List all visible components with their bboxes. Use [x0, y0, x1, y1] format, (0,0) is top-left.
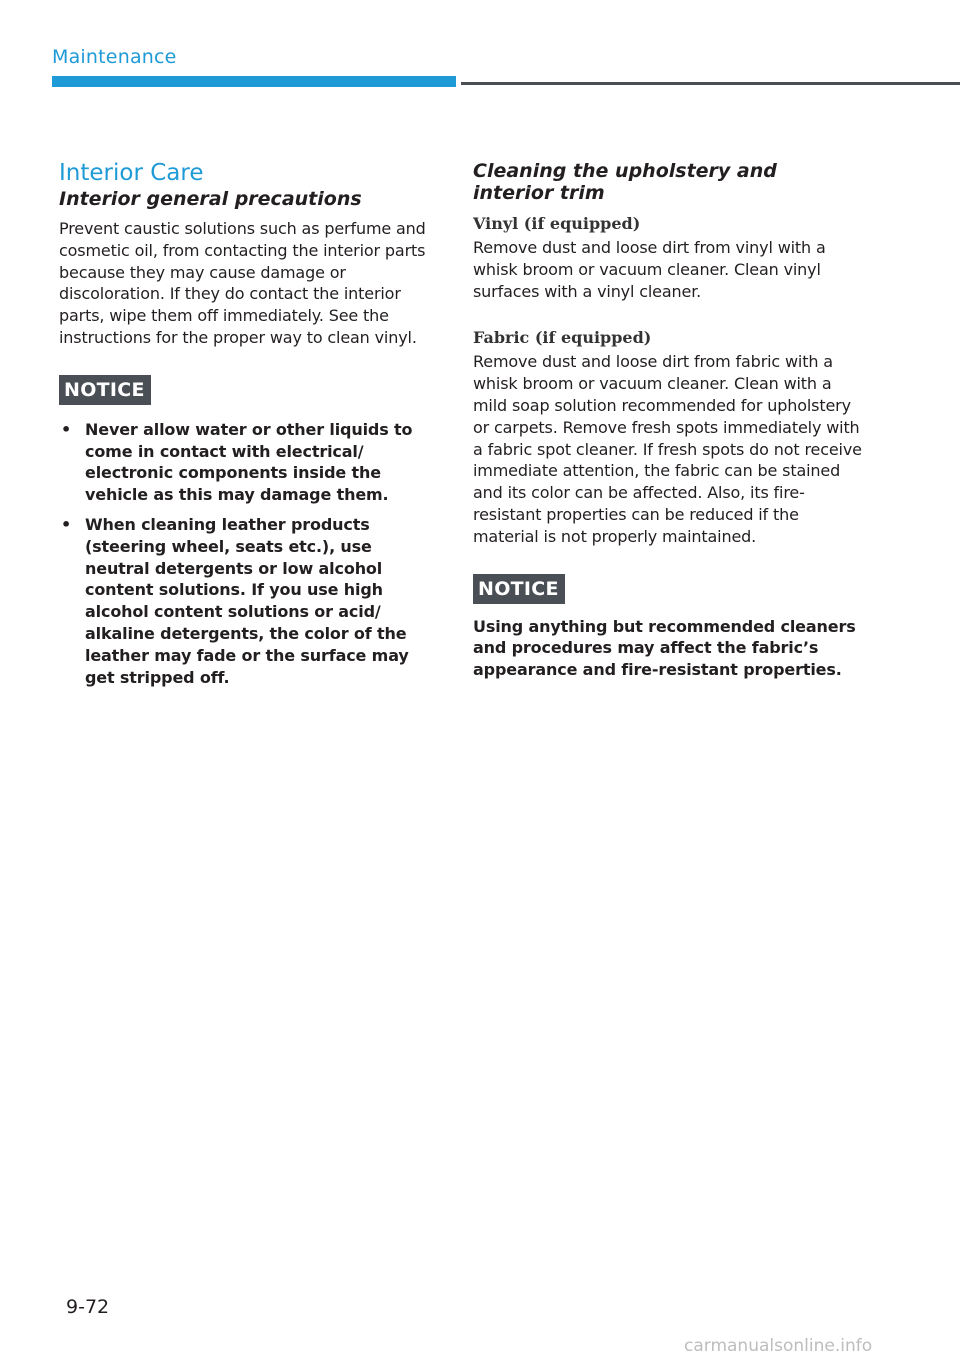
notice-text: Using anything but recommended cleaners and procedures may affect the fabric’s appearance and fire-resistant properties. [473, 616, 856, 680]
notice-block-right [473, 574, 863, 681]
section-title: Interior Care [59, 160, 204, 186]
subheading-general-precautions: Interior general precautions [59, 188, 362, 210]
vinyl-paragraph: Remove dust and loose dirt from vinyl with a whisk broom or vacuum cleaner. Clean vinyl surfaces with a vinyl cleaner. [473, 238, 826, 301]
notice-item [59, 419, 439, 506]
notice-item-text: Never allow water or other liquids to come in contact with electrical/ electronic components inside the vehicle as this may damage them. [85, 419, 413, 505]
bullet-icon: • [61, 514, 72, 534]
right-column [473, 160, 863, 681]
notice-item [59, 514, 439, 688]
bullet-icon: • [61, 419, 72, 439]
notice-label: NOTICE [473, 574, 565, 604]
fabric-paragraph: Remove dust and loose dirt from fabric with a whisk broom or vacuum cleaner. Clean with a mild soap solution recommended for upholstery or carpets. Remove fresh spots immediately with a fabric spot cleaner. If fresh spots do not receive immediate attention, the fabric can be stained and its color can be affected. Also, its fire-resistant properties can be reduced if the material is not properly maintained. [473, 352, 862, 546]
notice-label: NOTICE [59, 375, 151, 405]
header-rule-accent [52, 76, 456, 87]
section-header-title: Maintenance [52, 46, 177, 68]
notice-block-left [59, 375, 439, 689]
notice-item-text: When cleaning leather products (steering wheel, seats etc.), use neutral detergents or low alcohol content solutions. If you use high alcohol content solutions or acid/ alkaline detergents, the color of the leather may fade or the surface may get stripped off. [85, 514, 409, 687]
notice-list [59, 419, 439, 689]
vinyl-heading: Vinyl (if equipped) [473, 214, 641, 233]
page-number: 9-72 [66, 1296, 110, 1318]
fabric-heading: Fabric (if equipped) [473, 328, 652, 348]
subheading-cleaning-upholstery: Cleaning the upholstery and interior trim [473, 160, 777, 204]
left-column [59, 160, 439, 696]
watermark: carmanualsonline.info [684, 1336, 873, 1356]
header-rule-grey [461, 82, 960, 85]
precautions-paragraph: Prevent caustic solutions such as perfume and cosmetic oil, from contacting the interior parts because they may cause damage or discoloration. If they do contact the interior parts, wipe them off immediately. See the instructions for the proper way to clean vinyl. [59, 219, 426, 347]
